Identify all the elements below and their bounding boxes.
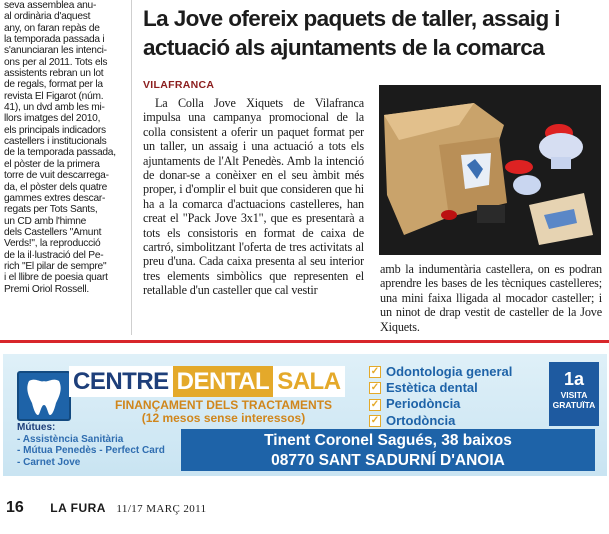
left-column-line: ons per al 2011. Tots els [4, 56, 108, 68]
checkbox-icon: ✓ [370, 366, 380, 378]
service-item [369, 364, 512, 380]
free-visit-badge [549, 362, 599, 426]
brand-part-centre: CENTRE [69, 366, 173, 397]
address-line-1: Tinent Coronel Sagués, 38 baixos [264, 432, 512, 449]
article-photo [379, 85, 601, 255]
checkbox-icon: ✓ [370, 414, 380, 426]
left-column-line: any, on faran repàs de [4, 22, 100, 34]
page-number: 16 [6, 499, 24, 516]
article-kicker: VILAFRANCA [143, 79, 215, 91]
brand-part-dental: DENTAL [173, 366, 274, 397]
article-body-paragraph: La Colla Jove Xiquets de Vilafranca impulsa una campanya promocional de la colla consistent a oferir un paquet format per un taller, un assaig i una actuació a tots els ajuntaments de l'Alt Penedès. Amb la intenció de donar-se a conèixer en el seu àmbit més proper, i d'omplir el buit que consideren que hi ha a la comarca d'actuacions castelleres, han creat el "Pack Jove 3x1", que es presentarà a tots els consistoris en format de caixa de cartró, simbolitzant l'oferta de tres activitats al preu d'una. Cada caixa presenta al seu interior tres elements simbòlics que representen el retallable d'un casteller que cal vestir [143, 96, 364, 298]
page-footer [6, 499, 207, 517]
left-column-line: un CD amb l'himne [4, 215, 87, 227]
left-column-paragraph [4, 0, 124, 295]
left-column-line: regats per Tots Sants, [4, 204, 98, 216]
advert-top-rule [0, 340, 609, 343]
clinic-address [181, 429, 595, 471]
badge-text-2: GRATUÏTA [552, 400, 596, 410]
left-column-line: rich "El pilar de sempre" [4, 260, 107, 272]
mutues-list [17, 422, 165, 468]
left-column-text [4, 0, 124, 328]
dental-advert [3, 354, 607, 476]
left-column-line: da, el pòster dels quatre [4, 181, 108, 193]
service-label: Estètica dental [386, 380, 478, 396]
left-column-line: la temporada passada i [4, 34, 105, 46]
left-column-line: 41), un dvd amb les mi- [4, 102, 105, 114]
article-body-continued [380, 262, 602, 334]
checkbox-icon: ✓ [370, 398, 380, 410]
left-column-line: de la temporada passada, [4, 147, 116, 159]
service-label: Periodòncia [386, 396, 461, 412]
publication-name: LA FURA [50, 501, 106, 515]
left-column-line: Verds!", la reproducció [4, 238, 101, 250]
left-column-line: el pòster de la primera [4, 158, 100, 170]
clinic-brand [69, 366, 345, 397]
left-column-line: Premi Oriol Rossell. [4, 283, 90, 295]
article-headline: La Jove ofereix paquets de taller, assaig i actuació als ajuntaments de la comarca [143, 6, 560, 60]
badge-text-1: VISITA [560, 390, 588, 400]
brand-part-sala: SALA [273, 366, 344, 397]
services-list [369, 364, 512, 429]
left-column-line: dels Castellers "Amunt [4, 226, 102, 238]
article-body-continued-text: amb la indumentària castellera, on es podran aprendre les bases de les tècniques castelleres; una mini faixa lligada al mocador casteller; i un ninot de drap vestit de casteller de la Jove Xiquets. [380, 262, 602, 334]
mutua-item: - Mútua Penedès - Perfect Card [17, 445, 165, 457]
mutues-title: Mútues: [17, 422, 56, 433]
financing-line-1: FINANÇAMENT DELS TRACTAMENTS [114, 398, 333, 412]
left-column-line: gammes extres descar- [4, 192, 106, 204]
left-column-line: assistents rebran un lot [4, 68, 104, 80]
left-column-line: al ordinària d'aquest [4, 11, 91, 23]
service-label: Odontologia general [386, 364, 513, 379]
left-column-line: els principals indicadors [4, 124, 106, 136]
column-divider [131, 0, 132, 335]
left-column-line: de regals, format per la [4, 79, 103, 91]
left-column-line: i el llibre de poesia quart [4, 272, 108, 284]
mutua-item: - Carnet Jove [17, 456, 81, 468]
service-item [369, 413, 512, 429]
service-item [369, 380, 512, 396]
tooth-logo-icon [17, 371, 71, 421]
left-column-line: llors imatges del 2010, [4, 113, 101, 125]
article-body [143, 96, 364, 332]
left-column-line: de la il·lustració del Pe- [4, 249, 104, 261]
photo-illustration [379, 85, 601, 255]
left-column-line: torre de vuit descarrega- [4, 170, 109, 182]
service-item [369, 396, 512, 412]
left-column-line: seva assemblea anu- [4, 0, 97, 11]
financing-line-2: (12 mesos sense interessos) [141, 411, 306, 425]
left-column-line: s'anunciaran les intenci- [4, 45, 107, 57]
mutua-item: - Assistència Sanitària [17, 433, 124, 445]
left-column-line: revista El Figarot (núm. [4, 90, 104, 102]
service-label: Ortodòncia [386, 412, 456, 428]
left-column-line: castellers i institucionals [4, 136, 107, 148]
checkbox-icon: ✓ [370, 382, 380, 394]
badge-number: 1a [563, 369, 585, 389]
address-line-2: 08770 SANT SADURNÍ D'ANOIA [271, 452, 505, 469]
issue-date: 11/17 MARÇ 2011 [116, 503, 207, 515]
